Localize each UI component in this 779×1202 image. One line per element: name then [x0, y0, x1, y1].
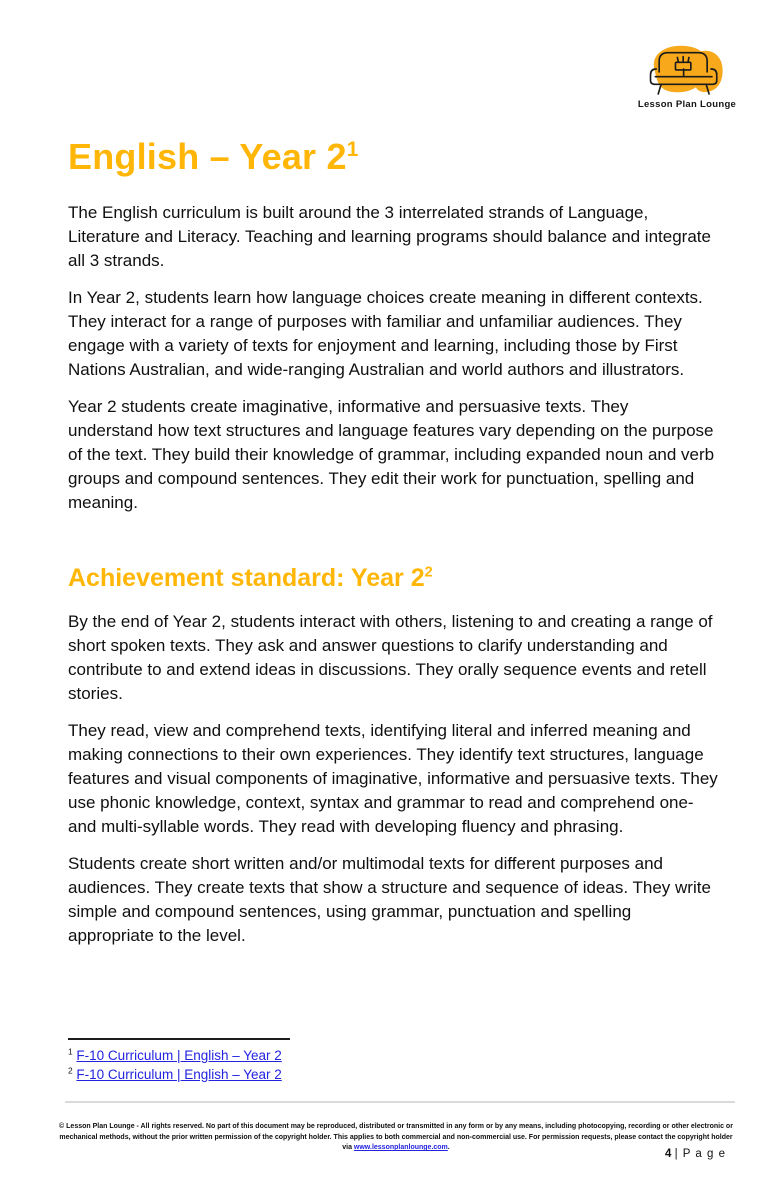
page-number-word: | P a g e — [674, 1148, 726, 1160]
footnote-2 — [68, 1066, 290, 1085]
footnote-2-ref: 2 — [68, 1065, 73, 1075]
intro-paragraph-3: Year 2 students create imaginative, informative and persuasive texts. They understand how text structures and language features vary depending on the purpose of the text. They build their knowledge of grammar, including expanded noun and verb groups and compound sentences. They edit their work for punctuation, spelling and meaning. — [68, 397, 715, 513]
logo — [635, 40, 739, 110]
logo-text: Lesson Plan Lounge — [637, 99, 737, 110]
footer-copyright-period: . — [447, 1144, 450, 1151]
page-number-value: 4 — [664, 1148, 672, 1160]
achievement-paragraph-2: They read, view and comprehend texts, identifying literal and inferred meaning and making connections to their own experiences. They identify text structures, language features and visual components of imaginative, informative and persuasive texts. They use phonic knowledge, context, syntax and grammar to read and comprehend one- and multi-syllable words. They read with developing fluency and phrasing. — [68, 721, 718, 837]
section-heading — [68, 563, 718, 593]
page-title — [68, 136, 718, 177]
title-footnote-ref[interactable]: 1 — [346, 138, 359, 161]
footnotes — [68, 1038, 290, 1084]
footer-divider — [65, 1101, 735, 1103]
intro-paragraph-1: The English curriculum is built around the 3 interrelated strands of Language, Literature and Literacy. Teaching and learning programs should balance and integrate all 3 strands. — [68, 203, 711, 271]
section-heading-text: Achievement standard: Year 2 — [68, 564, 425, 593]
footer-website-link[interactable]: www.lessonplanlounge.com — [353, 1144, 448, 1151]
intro-paragraph-2: In Year 2, students learn how language choices create meaning in different contexts. They interact for a range of purposes with familiar and unfamiliar audiences. They engage with a variety of texts for enjoyment and learning, including those by First Nations Australian, and wide-ranging Australian and world authors and illustrators. — [68, 288, 703, 380]
section-footnote-ref[interactable]: 2 — [424, 565, 433, 582]
footnote-link-1[interactable]: F-10 Curriculum | English – Year 2 — [76, 1048, 282, 1063]
achievement-paragraph-3: Students create short written and/or multimodal texts for different purposes and audiences. They create texts that show a structure and sequence of ideas. They write simple and compound sentences, using grammar, punctuation and spelling appropriate to the level. — [68, 854, 711, 946]
couch-logo-icon — [635, 40, 739, 98]
achievement-paragraph-1: By the end of Year 2, students interact with others, listening to and creating a range of short spoken texts. They ask and answer questions to clarify understanding and contribute to and extend ideas in discussions. They orally sequence events and retell stories. — [68, 612, 713, 704]
footnote-link-2[interactable]: F-10 Curriculum | English – Year 2 — [76, 1066, 282, 1082]
footnote-1-ref: 1 — [68, 1046, 73, 1057]
page-title-text: English – Year 2 — [68, 136, 347, 177]
footnote-1 — [68, 1047, 290, 1066]
footer-copyright-text: © Lesson Plan Lounge - All rights reserved. No part of this document may be reproduced, distributed or transmitted in any form or by any means, including photocopying, recording or other electronic or mechanical methods, without the prior written permission of the copyright holder. This applies to both commercial and non-commercial use. For permission requests, please contact the copyright holder via — [59, 1123, 733, 1151]
footer-copyright — [58, 1122, 734, 1154]
footnote-divider — [68, 1038, 290, 1040]
main-content — [68, 136, 718, 961]
page-number — [665, 1148, 726, 1160]
